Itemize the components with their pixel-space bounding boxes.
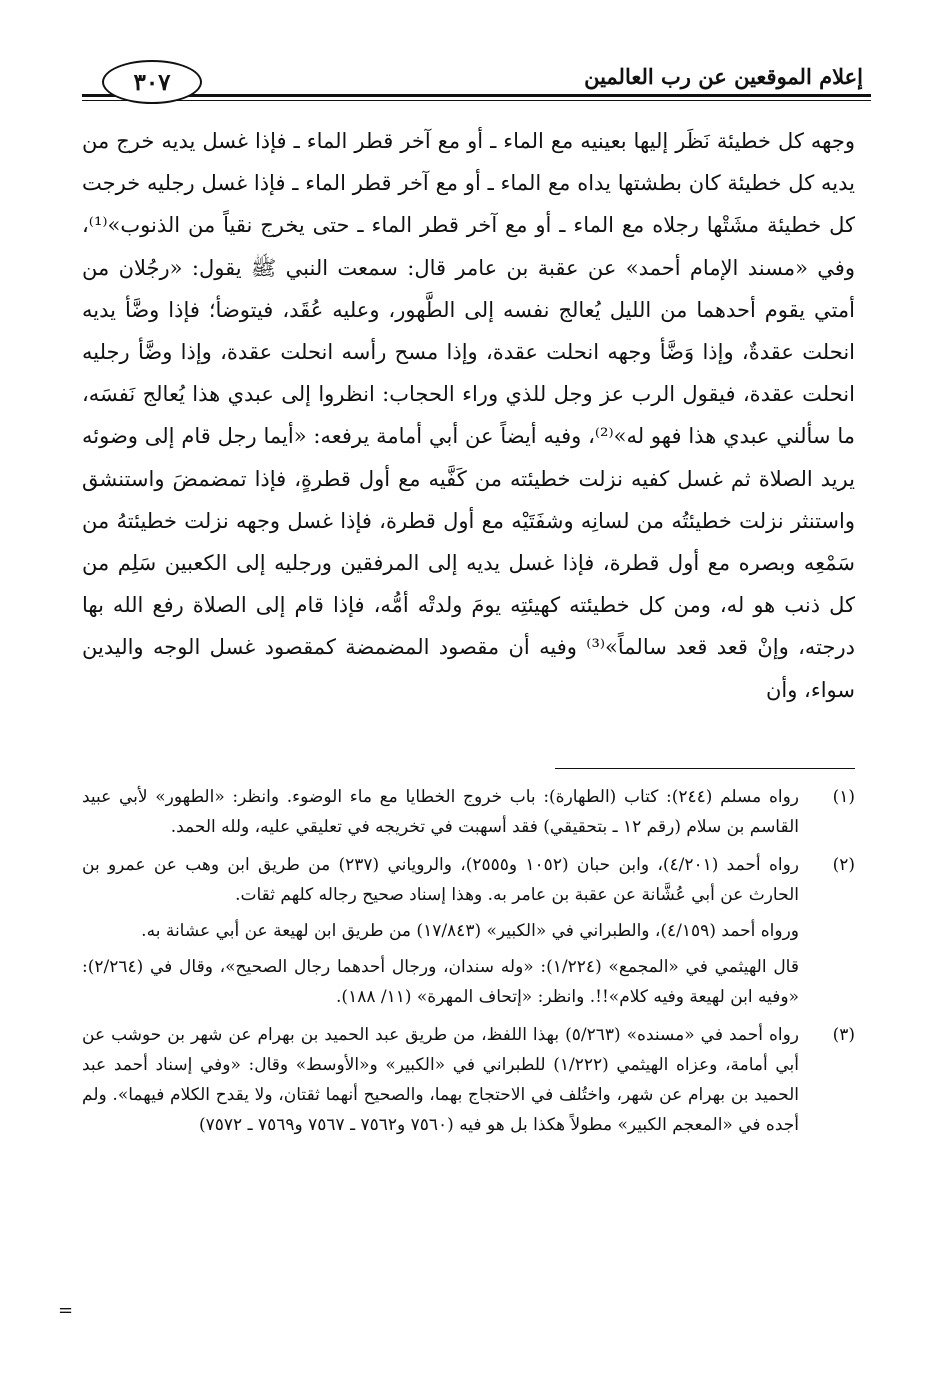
running-header (82, 58, 871, 110)
header-rule-thick (82, 94, 871, 97)
footnote-text: رواه أحمد (٤/٢٠١)، وابن حبان (١٠٥٢ و٢٥٥٥)، والروياني (٢٣٧) من طريق ابن وهب عن عمرو بن الحارث عن أبي عُشَّانة عن عقبة بن عامر به. وهذا إسناد صحيح رجاله كلهم ثقات. (82, 855, 799, 905)
footnote-2 (82, 850, 855, 1012)
footnote-3 (82, 1020, 855, 1140)
book-title: إعلام الموقعين عن رب العالمين (584, 64, 863, 89)
footnote-text: ورواه أحمد (٤/١٥٩)، والطبراني في «الكبير» (١٧/٨٤٣) من طريق ابن لهيعة عن أبي عشانة به. (141, 921, 799, 941)
main-paragraph: وجهه كل خطيئة نَظَر إليها بعينيه مع الماء ـ أو مع آخر قطر الماء ـ فإذا غسل يديه خرج من يديه كل خطيئة كان بطشتها يداه مع الماء ـ أو مع آخر قطر الماء ـ فإذا غسل رجليه خرجت كل خطيئة مشَتْها رجلاه مع الماء ـ أو مع آخر قطر الماء ـ حتى يخرج نقياً من الذنوب»⁽¹⁾، وفي «مسند الإمام أحمد» عن عقبة بن عامر قال: سمعت النبي ﷺ يقول: «رجُلان من أمتي يقوم أحدهما من الليل يُعالج نفسه إلى الطَّهور، وعليه عُقَد، فيتوضأ؛ فإذا وضَّأ يديه انحلت عقدةٌ، وإذا وَضَّأ وجهه انحلت عقدة، وإذا مسح رأسه انحلت عقدة، وإذا وضَّأ رجليه انحلت عقدة، فيقول الرب عز وجل للذي وراء الحجاب: انظروا إلى عبدي هذا يُعالج نَفسَه، ما سألني عبدي هذا فهو له»⁽²⁾، وفيه أيضاً عن أبي أمامة يرفعه: «أيما رجل قام إلى وضوئه يريد الصلاة ثم غسل كفيه نزلت خطيئته من كَفَّيه مع أول قطرةٍ، فإذا تمضمضَ واستنشق واستنثر نزلت خطيئتُه من لسانِه وشفَتَيْه مع أول قطرة، فإذا غسل وجهه نزلت خطيئتهُ من سَمْعِه وبصره مع أول قطرة، فإذا غسل يديه إلى المرفقين ورجليه إلى الكعبين سَلِم من كل ذنب هو له، ومن كل خطيئته كهيئتِه يومَ ولدتْه أمُّه، فإذا قام إلى الصلاة رفع الله بها درجته، وإنْ قعد قعد سالماً»⁽³⁾ وفيه أن مقصود المضمضة كمقصود غسل الوجه واليدين سواء، وأن (82, 129, 855, 702)
page-number: ٣٠٧ (102, 60, 202, 104)
footnote-text: قال الهيثمي في «المجمع» (١/٢٢٤): «وله سندان، ورجال أحدهما رجال الصحيح»، وقال في (٢/٢٦٤): «وفيه ابن لهيعة وفيه كلام»!!. وانظر: «إتحاف المهرة» (١١/ ١٨٨). (82, 957, 799, 1007)
footnote-number: (٢) (832, 855, 855, 875)
footnotes (82, 782, 855, 1148)
header-rule-thin (82, 100, 871, 101)
footnote-text: رواه أحمد في «مسنده» (٥/٢٦٣) بهذا اللفظ، من طريق عبد الحميد بن بهرام عن شهر بن حوشب عن أبي أمامة، وعزاه الهيثمي (١/٢٢٢) للطبراني في «الكبير» و«الأوسط» وقال: «وفي إسناد أحمد عبد الحميد بن بهرام عن شهر، واختُلف في الاحتجاج بهما، والصحيح أنهما ثقتان، ولا يقدح الكلام فيهما». ولم أجده في «المعجم الكبير» مطولاً هكذا بل هو فيه (٧٥٦٠ و٧٥٦٢ ـ ٧٥٦٧ و٧٥٦٩ ـ ٧٥٧٢) (82, 1025, 800, 1135)
footnote-number: (٣) (832, 1025, 855, 1045)
footnote-1 (82, 782, 855, 842)
main-text (82, 120, 855, 711)
continuation-mark: = (58, 1300, 74, 1321)
footnote-separator (555, 768, 855, 769)
footnote-text: رواه مسلم (٢٤٤): كتاب (الطهارة): باب خروج الخطايا مع ماء الوضوء. وانظر: «الطهور» لأبي عبيد القاسم بن سلام (رقم ١٢ ـ بتحقيقي) فقد أسهبت في تخريجه في تعليقي عليه، ولله الحمد. (82, 787, 799, 837)
footnote-number: (١) (832, 787, 855, 807)
